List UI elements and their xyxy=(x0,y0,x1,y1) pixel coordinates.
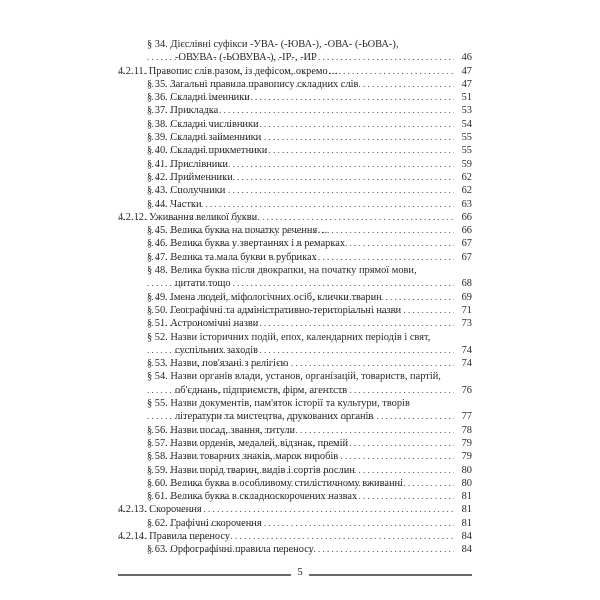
toc-title-text: § 57. Назви орденів, медалей, відзнак, премій xyxy=(147,437,349,449)
table-of-contents xyxy=(118,38,472,557)
toc-page-number: 73 xyxy=(454,317,472,330)
toc-title-text: § 55. Назви документів, пам'яток історії та культури, творів xyxy=(147,398,410,410)
toc-line xyxy=(147,198,472,211)
toc-section xyxy=(118,530,472,543)
toc-entry xyxy=(118,224,472,237)
toc-page-number: 51 xyxy=(454,91,472,104)
toc-line xyxy=(147,171,472,184)
toc-title-text: § 62. Графічні скорочення xyxy=(147,517,262,529)
toc-title-text: § 38. Складні числівники xyxy=(147,118,259,130)
toc-line xyxy=(147,78,472,91)
toc-entry xyxy=(118,357,472,370)
toc-page-number: 79 xyxy=(454,450,472,463)
toc-page-number: 67 xyxy=(454,237,472,250)
toc-entry xyxy=(118,38,472,65)
toc-entry xyxy=(118,437,472,450)
toc-line xyxy=(147,104,472,117)
toc-line xyxy=(147,344,472,357)
toc-title-text: літератури та мистецтва, друкованих органів xyxy=(175,411,374,423)
toc-entry xyxy=(118,304,472,317)
toc-page-number: 84 xyxy=(454,530,472,543)
toc-line xyxy=(147,251,472,264)
toc-entry xyxy=(118,317,472,330)
toc-line xyxy=(147,224,472,237)
toc-page-number: 67 xyxy=(454,251,472,264)
toc-entry xyxy=(118,331,472,358)
toc-entry xyxy=(118,291,472,304)
toc-page-number: 76 xyxy=(454,384,472,397)
toc-page-number: 81 xyxy=(454,503,472,516)
toc-page-number: 54 xyxy=(454,118,472,131)
toc-page-number: 77 xyxy=(454,410,472,423)
toc-page-number: 55 xyxy=(454,131,472,144)
toc-page-number: 62 xyxy=(454,171,472,184)
toc-entry xyxy=(118,490,472,503)
toc-line xyxy=(118,211,472,224)
toc-title-text: -ОВУВА- (-ЬОВУВА-), -ІР-, -ИР xyxy=(175,52,317,64)
toc-page-number: 69 xyxy=(454,291,472,304)
toc-line xyxy=(118,530,472,543)
toc-entry xyxy=(118,543,472,556)
toc-title-text: § 60. Велика буква в особливому стилістичному вживанні xyxy=(147,477,404,489)
toc-line xyxy=(147,477,472,490)
toc-section xyxy=(118,65,472,78)
toc-entry xyxy=(118,424,472,437)
toc-title-text: § 42. Прийменники xyxy=(147,171,233,183)
toc-line xyxy=(147,51,472,64)
toc-title-text: § 34. Дієслівні суфікси -УВА- (-ЮВА-), -ОВА- (-ЬОВА-), xyxy=(147,39,399,50)
toc-entry xyxy=(118,251,472,264)
toc-line xyxy=(147,424,472,437)
toc-page-number: 46 xyxy=(454,51,472,64)
toc-line xyxy=(147,264,472,277)
toc-entry xyxy=(118,118,472,131)
toc-entry xyxy=(118,237,472,250)
toc-page-number: 66 xyxy=(454,224,472,237)
toc-title-text: § 40. Складні прикметники xyxy=(147,145,268,157)
toc-entry xyxy=(118,198,472,211)
toc-line xyxy=(147,397,472,410)
toc-entry xyxy=(118,184,472,197)
toc-entry xyxy=(118,91,472,104)
toc-line xyxy=(147,331,472,344)
toc-line xyxy=(147,517,472,530)
toc-line xyxy=(147,410,472,423)
toc-title-text: 4.2.12. Уживання великої букви xyxy=(118,211,258,223)
toc-line xyxy=(147,450,472,463)
toc-entry xyxy=(118,370,472,397)
toc-title-text: цитати тощо xyxy=(175,278,231,290)
toc-title-text: § 39. Складні займенники xyxy=(147,132,262,144)
toc-page-number: 78 xyxy=(454,424,472,437)
toc-entry xyxy=(118,264,472,291)
toc-page-number: 71 xyxy=(454,304,472,317)
toc-page-number: 74 xyxy=(454,357,472,370)
toc-line xyxy=(147,277,472,290)
toc-page-number: 47 xyxy=(454,65,472,78)
toc-line xyxy=(147,38,472,51)
toc-entry xyxy=(118,171,472,184)
toc-title-text: § 59. Назви порід тварин, видів і сортів рослин xyxy=(147,464,355,476)
toc-entry xyxy=(118,464,472,477)
toc-line xyxy=(147,304,472,317)
toc-line xyxy=(147,370,472,383)
toc-title-text: § 58. Назви товарних знаків, марок виробів xyxy=(147,451,339,463)
toc-line xyxy=(118,65,472,78)
toc-title-text: § 37. Прикладка xyxy=(147,105,219,117)
toc-page-number: 59 xyxy=(454,158,472,171)
toc-entry xyxy=(118,450,472,463)
toc-title-text: 4.2.11. Правопис слів разом, із дефісом, окремо… xyxy=(118,65,339,77)
toc-line xyxy=(147,357,472,370)
toc-line xyxy=(147,384,472,397)
toc-title-text: § 50. Географічні та адміністративно-територіальні назви xyxy=(147,304,402,316)
toc-page-number: 68 xyxy=(454,277,472,290)
toc-line xyxy=(147,91,472,104)
toc-page-number: 62 xyxy=(454,184,472,197)
toc-title-text: § 36. Складні іменники xyxy=(147,92,250,104)
toc-entry xyxy=(118,104,472,117)
toc-title-text: § 46. Велика буква у звертаннях і в ремарках xyxy=(147,238,346,250)
toc-entry xyxy=(118,158,472,171)
toc-title-text: § 47. Велика та мала букви в рубриках xyxy=(147,251,317,263)
toc-title-text: суспільних заходів xyxy=(175,344,259,356)
toc-page-number: 81 xyxy=(454,490,472,503)
toc-page-number: 80 xyxy=(454,477,472,490)
toc-title-text: § 53. Назви, пов'язані з релігією xyxy=(147,358,289,370)
toc-title-text: § 61. Велика буква в складноскорочених назвах xyxy=(147,491,358,503)
toc-title-text: § 54. Назви органів влади, установ, організацій, товариств, партій, xyxy=(147,371,441,383)
toc-line xyxy=(147,490,472,503)
toc-line xyxy=(147,291,472,304)
toc-line xyxy=(118,503,472,516)
toc-line xyxy=(147,184,472,197)
toc-title-text: § 35. Загальні правила правопису складних слів xyxy=(147,78,359,90)
toc-title-text: § 49. Імена людей, міфологічних осіб, клички тварин xyxy=(147,291,382,303)
toc-page-number: 47 xyxy=(454,78,472,91)
toc-page-number: 80 xyxy=(454,464,472,477)
toc-line xyxy=(147,158,472,171)
toc-title-text: § 52. Назви історичних подій, епох, календарних періодів і свят, xyxy=(147,331,431,343)
footer-page-number: 5 xyxy=(0,566,600,578)
toc-title-text: 4.2.14. Правила переносу xyxy=(118,530,231,542)
toc-entry xyxy=(118,144,472,157)
toc-title-text: § 43. Сполучники xyxy=(147,185,226,197)
toc-page-number: 74 xyxy=(454,344,472,357)
toc-page-number: 84 xyxy=(454,543,472,556)
toc-title-text: об'єднань, підприємств, фірм, агентств xyxy=(175,384,348,396)
toc-line xyxy=(147,118,472,131)
toc-line xyxy=(147,144,472,157)
toc-line xyxy=(147,543,472,556)
toc-page-number: 66 xyxy=(454,211,472,224)
toc-page-number: 53 xyxy=(454,104,472,117)
toc-line xyxy=(147,237,472,250)
toc-entry xyxy=(118,78,472,91)
toc-line xyxy=(147,437,472,450)
toc-title-text: § 41. Прислівники xyxy=(147,158,228,170)
toc-entry xyxy=(118,517,472,530)
toc-title-text: § 45. Велика буква на початку речення… xyxy=(147,225,328,237)
toc-title-text: § 56. Назви посад, звання, титули xyxy=(147,424,296,436)
toc-page-number: 55 xyxy=(454,144,472,157)
toc-title-text: § 44. Частки xyxy=(147,198,202,210)
toc-line xyxy=(147,131,472,144)
toc-line xyxy=(147,464,472,477)
toc-entry xyxy=(118,477,472,490)
toc-title-text: § 63. Орфографічні правила переносу xyxy=(147,544,314,556)
toc-title-text: § 48. Велика буква після двокрапки, на початку прямої мови, xyxy=(147,265,417,277)
toc-title-text: § 51. Астрономічні назви xyxy=(147,318,259,330)
toc-entry xyxy=(118,131,472,144)
toc-line xyxy=(147,317,472,330)
toc-section xyxy=(118,211,472,224)
toc-section xyxy=(118,503,472,516)
toc-page-number: 81 xyxy=(454,517,472,530)
toc-entry xyxy=(118,397,472,424)
toc-title-text: 4.2.13. Скорочення xyxy=(118,504,202,516)
toc-page-number: 79 xyxy=(454,437,472,450)
toc-page-number: 63 xyxy=(454,198,472,211)
